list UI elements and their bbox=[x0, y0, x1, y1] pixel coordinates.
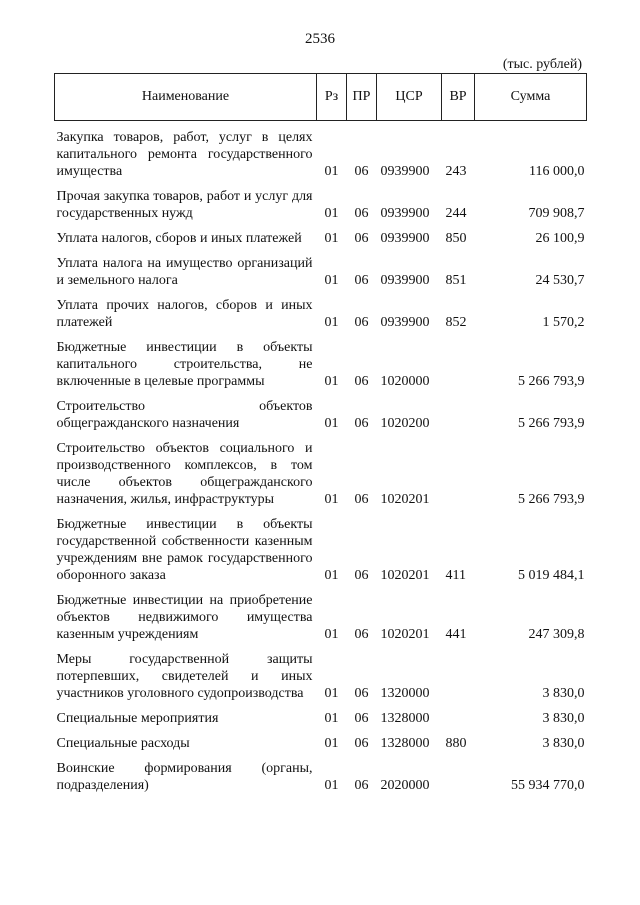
cell-rz: 01 bbox=[324, 315, 339, 330]
cell-sum: 26 100,9 bbox=[535, 231, 585, 246]
cell-pr: 06 bbox=[354, 164, 369, 179]
cell-sum: 709 908,7 bbox=[528, 206, 585, 221]
cell-name: Уплата налога на имущество организаций и земельного налога bbox=[56, 256, 313, 288]
cell-name: Специальные расходы bbox=[56, 736, 190, 751]
table-row bbox=[55, 646, 587, 705]
cell-name: Строительство объектов социального и производственного комплексов, в том числе объектов общегражданского назначения, жилья, инфраструктуры bbox=[56, 441, 313, 507]
cell-rz: 01 bbox=[324, 627, 339, 642]
cell-csr: 1320000 bbox=[380, 686, 430, 701]
cell-sum: 5 266 793,9 bbox=[518, 416, 585, 431]
cell-vr: 850 bbox=[445, 231, 467, 246]
cell-sum: 116 000,0 bbox=[529, 164, 585, 179]
cell-pr: 06 bbox=[354, 206, 369, 221]
cell-pr: 06 bbox=[354, 778, 369, 793]
cell-pr: 06 bbox=[354, 416, 369, 431]
cell-csr: 2020000 bbox=[380, 778, 430, 793]
cell-rz: 01 bbox=[324, 164, 339, 179]
cell-sum: 5 266 793,9 bbox=[518, 374, 585, 389]
cell-name: Специальные мероприятия bbox=[56, 711, 219, 726]
cell-sum: 3 830,0 bbox=[542, 736, 585, 751]
budget-table bbox=[54, 73, 587, 797]
cell-csr: 1020201 bbox=[380, 568, 430, 583]
cell-name: Закупка товаров, работ, услуг в целях капитального ремонта государственного имущества bbox=[56, 130, 313, 179]
cell-name: Воинские формирования (органы, подразделения) bbox=[56, 761, 313, 793]
cell-csr: 1020200 bbox=[380, 416, 430, 431]
cell-csr: 0939900 bbox=[380, 231, 430, 246]
table-header bbox=[55, 74, 587, 121]
cell-vr: 880 bbox=[445, 736, 467, 751]
cell-pr: 06 bbox=[354, 273, 369, 288]
table-row bbox=[55, 587, 587, 646]
cell-rz: 01 bbox=[324, 686, 339, 701]
cell-rz: 01 bbox=[324, 231, 339, 246]
cell-sum: 1 570,2 bbox=[542, 315, 585, 330]
cell-csr: 0939900 bbox=[380, 273, 430, 288]
cell-vr: 441 bbox=[445, 627, 467, 642]
cell-pr: 06 bbox=[354, 627, 369, 642]
cell-csr: 0939900 bbox=[380, 164, 430, 179]
table-row bbox=[55, 705, 587, 730]
cell-name: Строительство объектов общегражданского назначения bbox=[56, 399, 313, 431]
cell-vr bbox=[442, 705, 475, 730]
cell-vr: 244 bbox=[445, 206, 467, 221]
cell-vr bbox=[442, 334, 475, 393]
cell-csr: 1020201 bbox=[380, 492, 430, 507]
cell-csr: 1328000 bbox=[380, 711, 430, 726]
table-row bbox=[55, 755, 587, 797]
page-number: 2536 bbox=[305, 31, 335, 47]
cell-pr: 06 bbox=[354, 492, 369, 507]
table-row bbox=[55, 435, 587, 511]
cell-name: Уплата налогов, сборов и иных платежей bbox=[56, 231, 302, 246]
cell-csr: 1020000 bbox=[380, 374, 430, 389]
cell-sum: 5 019 484,1 bbox=[518, 568, 585, 583]
cell-sum: 3 830,0 bbox=[542, 686, 585, 701]
cell-sum: 247 309,8 bbox=[528, 627, 585, 642]
cell-pr: 06 bbox=[354, 736, 369, 751]
cell-vr bbox=[442, 435, 475, 511]
cell-rz: 01 bbox=[324, 492, 339, 507]
cell-rz: 01 bbox=[324, 568, 339, 583]
cell-rz: 01 bbox=[324, 374, 339, 389]
header-rz: Рз bbox=[317, 74, 347, 121]
cell-pr: 06 bbox=[354, 315, 369, 330]
table-row bbox=[55, 225, 587, 250]
cell-csr: 0939900 bbox=[380, 315, 430, 330]
cell-rz: 01 bbox=[324, 736, 339, 751]
table-row bbox=[55, 334, 587, 393]
cell-name: Меры государственной защиты потерпевших, свидетелей и иных участников уголовного судопроизводства bbox=[56, 652, 313, 701]
cell-rz: 01 bbox=[324, 711, 339, 726]
cell-rz: 01 bbox=[324, 416, 339, 431]
units-label: (тыс. рублей) bbox=[502, 57, 582, 72]
cell-csr: 1328000 bbox=[380, 736, 430, 751]
cell-pr: 06 bbox=[354, 374, 369, 389]
cell-sum: 55 934 770,0 bbox=[511, 778, 585, 793]
header-sum: Сумма bbox=[475, 74, 587, 121]
cell-rz: 01 bbox=[324, 778, 339, 793]
header-csr: ЦСР bbox=[377, 74, 442, 121]
table-row bbox=[55, 183, 587, 225]
cell-name: Прочая закупка товаров, работ и услуг для государственных нужд bbox=[56, 189, 313, 221]
cell-pr: 06 bbox=[354, 568, 369, 583]
cell-vr bbox=[442, 393, 475, 435]
table-row bbox=[55, 292, 587, 334]
cell-sum: 3 830,0 bbox=[542, 711, 585, 726]
table-row bbox=[55, 511, 587, 587]
header-vr: ВР bbox=[442, 74, 475, 121]
cell-sum: 24 530,7 bbox=[535, 273, 585, 288]
cell-name: Бюджетные инвестиции в объекты капитального строительства, не включенные в целевые программы bbox=[56, 340, 313, 389]
cell-csr: 0939900 bbox=[380, 206, 430, 221]
header-pr: ПР bbox=[347, 74, 377, 121]
header-name: Наименование bbox=[55, 74, 317, 121]
cell-pr: 06 bbox=[354, 711, 369, 726]
cell-pr: 06 bbox=[354, 686, 369, 701]
cell-vr bbox=[442, 646, 475, 705]
cell-sum: 5 266 793,9 bbox=[518, 492, 585, 507]
table-row bbox=[55, 393, 587, 435]
cell-name: Бюджетные инвестиции на приобретение объектов недвижимого имущества казенным учреждениям bbox=[56, 593, 313, 642]
cell-name: Бюджетные инвестиции в объекты государственной собственности казенным учреждениям вне рамок государственного оборонного заказа bbox=[56, 517, 313, 583]
table-row bbox=[55, 730, 587, 755]
cell-vr: 243 bbox=[445, 164, 467, 179]
cell-pr: 06 bbox=[354, 231, 369, 246]
cell-rz: 01 bbox=[324, 273, 339, 288]
cell-name: Уплата прочих налогов, сборов и иных платежей bbox=[56, 298, 313, 330]
cell-rz: 01 bbox=[324, 206, 339, 221]
cell-vr: 851 bbox=[445, 273, 467, 288]
cell-vr bbox=[442, 755, 475, 797]
cell-csr: 1020201 bbox=[380, 627, 430, 642]
cell-vr: 411 bbox=[445, 568, 466, 583]
table-row bbox=[55, 121, 587, 184]
table-row bbox=[55, 250, 587, 292]
table-body bbox=[55, 121, 587, 798]
cell-vr: 852 bbox=[445, 315, 467, 330]
